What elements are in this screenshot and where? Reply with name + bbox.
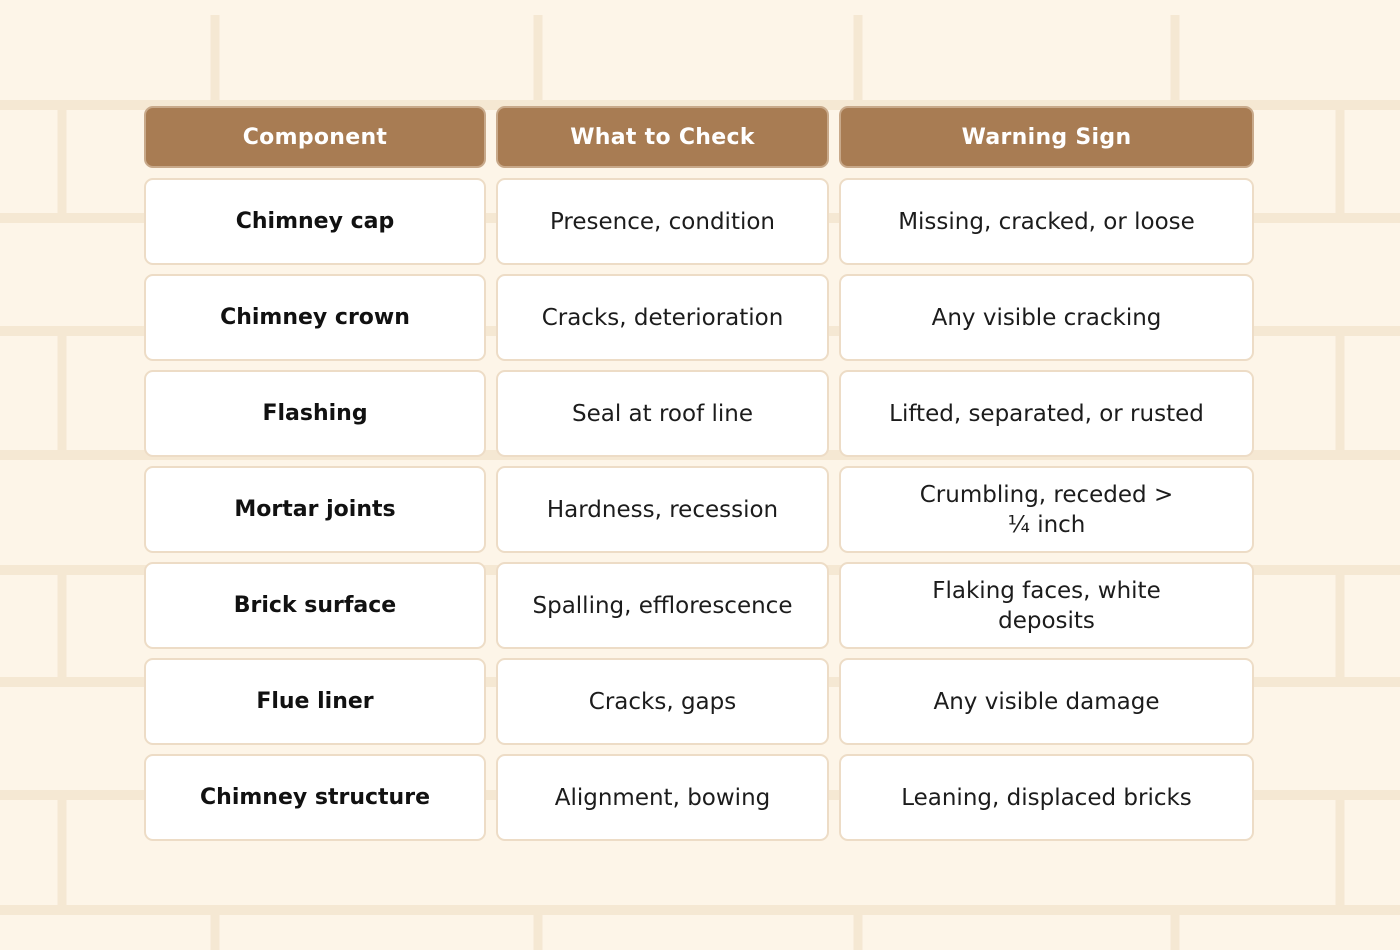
check-cell: Hardness, recession [496, 466, 829, 553]
component-cell: Chimney cap [144, 178, 486, 265]
warning-cell: Crumbling, receded > ¼ inch [839, 466, 1254, 553]
warning-cell: Flaking faces, white deposits [839, 562, 1254, 649]
table-row [144, 562, 1254, 649]
warning-cell: Any visible cracking [839, 274, 1254, 361]
component-cell: Flue liner [144, 658, 486, 745]
table-row [144, 370, 1254, 457]
check-cell: Cracks, gaps [496, 658, 829, 745]
table-row [144, 466, 1254, 553]
table-row [144, 658, 1254, 745]
table-row [144, 178, 1254, 265]
header-what-to-check: What to Check [496, 106, 829, 168]
header-component: Component [144, 106, 486, 168]
component-cell: Chimney crown [144, 274, 486, 361]
table-row [144, 754, 1254, 841]
warning-cell: Any visible damage [839, 658, 1254, 745]
component-cell: Brick surface [144, 562, 486, 649]
warning-cell: Missing, cracked, or loose [839, 178, 1254, 265]
warning-cell: Lifted, separated, or rusted [839, 370, 1254, 457]
check-cell: Presence, condition [496, 178, 829, 265]
table-row [144, 274, 1254, 361]
component-cell: Chimney structure [144, 754, 486, 841]
header-warning-sign: Warning Sign [839, 106, 1254, 168]
table-header-row [144, 106, 1254, 168]
chimney-inspection-table [144, 106, 1254, 850]
check-cell: Seal at roof line [496, 370, 829, 457]
check-cell: Spalling, efflorescence [496, 562, 829, 649]
warning-cell: Leaning, displaced bricks [839, 754, 1254, 841]
check-cell: Alignment, bowing [496, 754, 829, 841]
component-cell: Flashing [144, 370, 486, 457]
check-cell: Cracks, deterioration [496, 274, 829, 361]
component-cell: Mortar joints [144, 466, 486, 553]
